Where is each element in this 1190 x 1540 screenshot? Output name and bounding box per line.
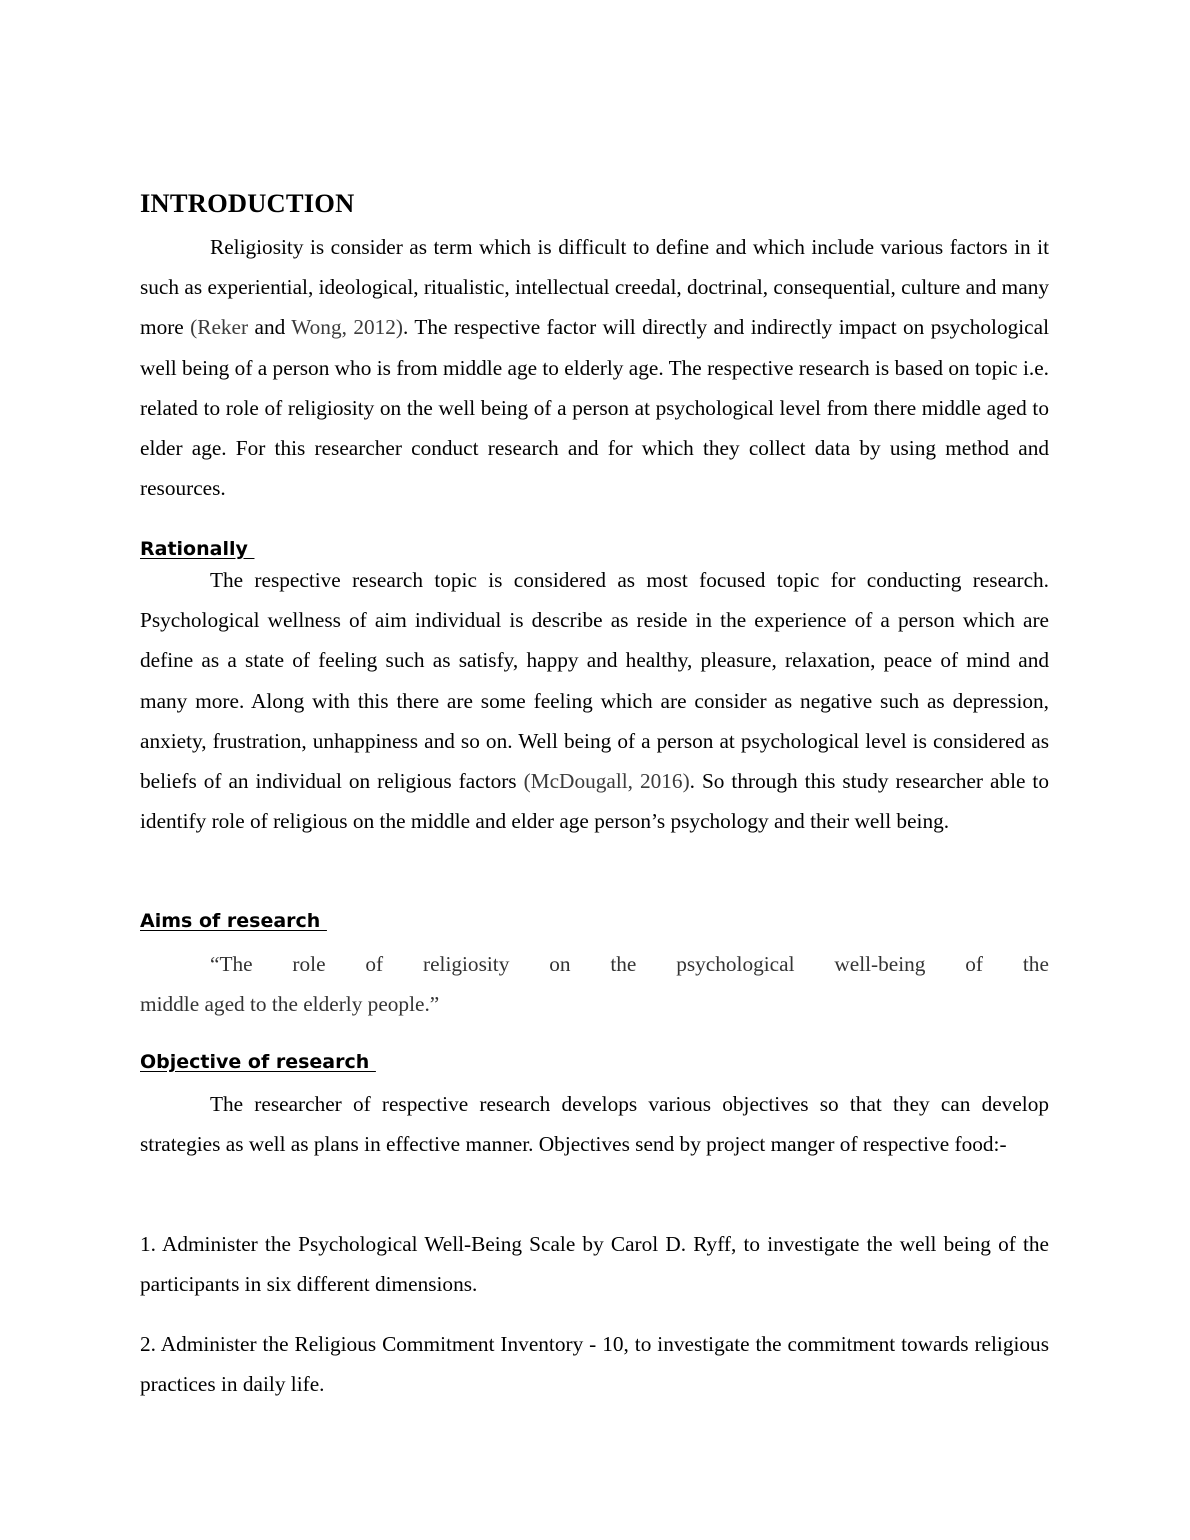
quote-word: of xyxy=(365,952,384,976)
quote-word: the xyxy=(1022,952,1049,976)
objectives-heading: Objective of research xyxy=(140,1051,376,1073)
objective-item-2: 2. Administer the Religious Commitment Inventory - 10, to investigate the commitment towards religious practices in daily life. xyxy=(140,1332,1049,1397)
rationally-text-b: . So through this study researcher able to identify role of religious on the middle and elder age person’s psychology and their well being. xyxy=(140,769,1049,834)
rationally-text-a: The respective research topic is considered as most focused topic for conducting research. Psychological wellness of aim individual is describe as reside in the experience of a person which are define as a state of feeling such as satisfy, happy and healthy, pleasure, relaxation, peace of mind and many more. Along with this there are some feeling which are consider as negative such as depression, anxiety, frustration, unhappiness and so on. Well being of a person at psychological level is considered as beliefs of an individual on religious factors xyxy=(140,568,1049,794)
rationally-heading: Rationally xyxy=(140,538,255,560)
aims-heading: Aims of research xyxy=(140,910,327,932)
introduction-text-a: Religiosity is consider as term which is difficult to define and which include various factors in it such as experiential, ideological, ritualistic, intellectual creedal, doctrinal, consequential, culture and many more xyxy=(140,235,1049,340)
quote-word: of xyxy=(965,952,984,976)
quote-word: psychological xyxy=(676,952,795,976)
introduction-paragraph xyxy=(140,227,1049,508)
quote-word: the xyxy=(610,952,637,976)
objective-item-1: 1. Administer the Psychological Well-Being Scale by Carol D. Ryff, to investigate the well being of the participants in six different dimensions. xyxy=(140,1232,1049,1297)
citation-mcdougall: (McDougall, 2016) xyxy=(523,769,690,794)
aims-quote-line-1 xyxy=(210,944,1049,984)
rationally-paragraph xyxy=(140,560,1049,841)
introduction-heading: INTRODUCTION xyxy=(140,188,355,218)
quote-word: well-being xyxy=(834,952,926,976)
quote-word: role xyxy=(292,952,326,976)
citation-wong: Wong, 2012) xyxy=(291,315,404,340)
citation-reker: (Reker xyxy=(190,315,249,340)
quote-word: religiosity xyxy=(422,952,510,976)
citation-and: and xyxy=(248,315,292,340)
introduction-text-b: . The respective factor will directly and indirectly impact on psychological well being of a person who is from middle age to elderly age. The respective research is based on topic i.e. related to role of religiosity on the well being of a person at psychological level from there middle aged to elder age. For this researcher conduct research and for which they collect data by using method and resources. xyxy=(140,315,1050,501)
objectives-intro: The researcher of respective research develops various objectives so that they can develop strategies as well as plans in effective manner. Objectives send by project manger of respective food:- xyxy=(140,1092,1049,1157)
quote-word: “The xyxy=(210,952,253,976)
quote-word: on xyxy=(549,952,571,976)
aims-quote-line-2: middle aged to the elderly people.” xyxy=(140,992,440,1016)
